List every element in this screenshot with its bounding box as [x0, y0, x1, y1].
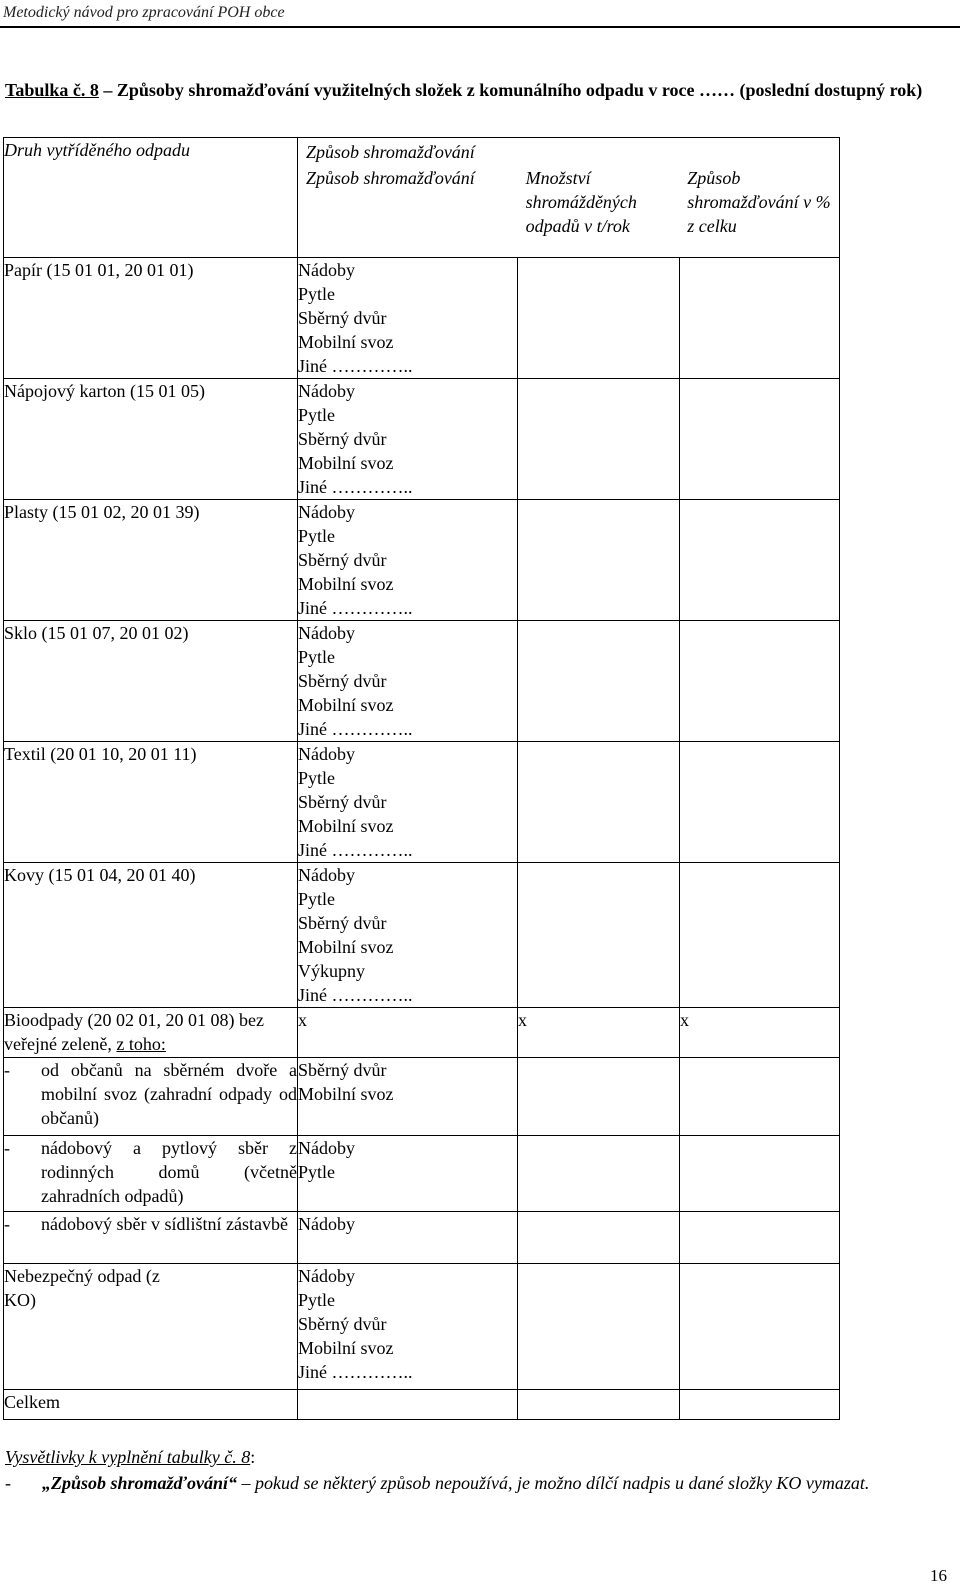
percent-cell[interactable]: [680, 1390, 840, 1420]
method-item: Nádoby: [298, 1138, 355, 1158]
method-item: Sběrný dvůr: [298, 671, 387, 691]
method-item: Pytle: [298, 526, 336, 546]
amount-cell[interactable]: [518, 258, 680, 379]
amount-cell[interactable]: [518, 500, 680, 621]
caption-text: – Způsoby shromažďování využitelných složek z komunálního odpadu v roce …… (poslední dostupný rok): [98, 80, 923, 100]
method-list: [298, 258, 518, 379]
method-item: Nádoby: [298, 744, 355, 764]
method-item: Jiné …………..: [298, 356, 413, 376]
row-label: Textil (20 01 10, 20 01 11): [4, 742, 298, 863]
method-list: [298, 1212, 518, 1264]
notes-term: „Způsob shromažďování“: [42, 1473, 238, 1493]
row-biowaste-sub1: [4, 1058, 840, 1136]
method-item: Sběrný dvůr: [298, 429, 387, 449]
row-label: Sklo (15 01 07, 20 01 02): [4, 621, 298, 742]
percent-cell[interactable]: [680, 742, 840, 863]
amount-cell[interactable]: [518, 1264, 680, 1390]
method-item: Sběrný dvůr: [298, 308, 387, 328]
collection-methods-table: [3, 137, 840, 1420]
running-header: Metodický návod pro zpracování POH obce: [3, 4, 285, 21]
notes-text: „Způsob shromažďování“ – pokud se některý způsob nepoužívá, je možno dílčí nadpis u dané složky KO vymazat.: [42, 1473, 870, 1493]
method-item: Pytle: [298, 405, 336, 425]
method-list: [298, 1136, 518, 1212]
method-item: Mobilní svoz: [298, 332, 394, 352]
amount-cell[interactable]: [518, 1212, 680, 1264]
caption-label: Tabulka č. 8: [5, 80, 99, 100]
method-item: Sběrný dvůr: [298, 792, 387, 812]
percent-cell[interactable]: [680, 1136, 840, 1212]
header-waste-type: Druh vytříděného odpadu: [4, 138, 298, 258]
method-cell[interactable]: [298, 1390, 518, 1420]
header-group-title: Způsob shromažďování: [306, 142, 475, 162]
method-item: Pytle: [298, 889, 336, 909]
row-total: [4, 1390, 840, 1420]
method-item: Nádoby: [298, 865, 355, 885]
table-caption: [5, 78, 947, 102]
row-paper: [4, 258, 840, 379]
method-item: Nádoby: [298, 1214, 355, 1234]
method-item: Jiné …………..: [298, 719, 413, 739]
row-label: Plasty (15 01 02, 20 01 39): [4, 500, 298, 621]
row-label: - nádobový a pytlový sběr z rodinných domů (včetně zahradních odpadů): [4, 1136, 298, 1212]
method-item: Mobilní svoz: [298, 574, 394, 594]
page-number: 16: [930, 1566, 947, 1585]
percent-cell[interactable]: [680, 379, 840, 500]
percent-cell[interactable]: [680, 1264, 840, 1390]
method-item: Mobilní svoz: [298, 453, 394, 473]
method-item: Sběrný dvůr: [298, 1060, 387, 1080]
method-item: Výkupny: [298, 961, 365, 981]
row-label: - od občanů na sběrném dvoře a mobilní svoz (zahradní odpady od občanů): [4, 1058, 298, 1136]
method-item: Nádoby: [298, 502, 355, 522]
method-item: Mobilní svoz: [298, 1084, 394, 1104]
method-item: Nádoby: [298, 623, 355, 643]
header-subcolumns: [298, 164, 839, 238]
method-list: [298, 742, 518, 863]
method-item: Sběrný dvůr: [298, 1314, 387, 1334]
x-mark: x: [680, 1008, 840, 1058]
amount-cell[interactable]: [518, 1136, 680, 1212]
method-list: [298, 863, 518, 1008]
method-item: Nádoby: [298, 1266, 355, 1286]
amount-cell[interactable]: [518, 621, 680, 742]
row-label: Kovy (15 01 04, 20 01 40): [4, 863, 298, 1008]
method-item: Pytle: [298, 1290, 336, 1310]
method-item: Pytle: [298, 768, 336, 788]
percent-cell[interactable]: [680, 863, 840, 1008]
method-item: Mobilní svoz: [298, 816, 394, 836]
method-item: Pytle: [298, 1162, 336, 1182]
amount-cell[interactable]: [518, 863, 680, 1008]
of-which-label: z toho:: [116, 1034, 166, 1054]
row-label: - nádobový sběr v sídlištní zástavbě: [4, 1212, 298, 1264]
row-beverage-carton: [4, 379, 840, 500]
method-item: Nádoby: [298, 260, 355, 280]
method-list: [298, 621, 518, 742]
row-glass: [4, 621, 840, 742]
header-method: Způsob shromažďování: [306, 168, 475, 188]
bullet-dash: -: [5, 1473, 11, 1493]
amount-cell[interactable]: [518, 1058, 680, 1136]
notes-title: Vysvětlivky k vyplnění tabulky č. 8: [5, 1447, 251, 1467]
row-label: Nápojový karton (15 01 05): [4, 379, 298, 500]
method-item: Jiné …………..: [298, 985, 413, 1005]
x-mark: x: [518, 1008, 680, 1058]
percent-cell[interactable]: [680, 1058, 840, 1136]
bullet-dash: -: [4, 1060, 10, 1080]
method-list: [298, 1264, 518, 1390]
row-label: Papír (15 01 01, 20 01 01): [4, 258, 298, 379]
row-hazardous: [4, 1264, 840, 1390]
row-biowaste: [4, 1008, 840, 1058]
header-percent: Způsob shromažďování v % z celku: [687, 168, 831, 236]
row-plastics: [4, 500, 840, 621]
method-item: Mobilní svoz: [298, 695, 394, 715]
row-label: Nebezpečný odpad (z KO): [4, 1264, 298, 1390]
method-list: [298, 379, 518, 500]
row-label: Bioodpady (20 02 01, 20 01 08) bez veřejné zeleně, z toho:: [4, 1008, 298, 1058]
header-rule: [0, 26, 960, 28]
amount-cell[interactable]: [518, 379, 680, 500]
row-biowaste-sub3: [4, 1212, 840, 1264]
method-list: [298, 500, 518, 621]
method-item: Mobilní svoz: [298, 1338, 394, 1358]
row-metals: [4, 863, 840, 1008]
method-item: Sběrný dvůr: [298, 550, 387, 570]
header-group: [298, 138, 840, 258]
method-item: Pytle: [298, 284, 336, 304]
amount-cell[interactable]: [518, 1390, 680, 1420]
percent-cell[interactable]: [680, 258, 840, 379]
bullet-dash: -: [4, 1214, 10, 1234]
method-item: Nádoby: [298, 381, 355, 401]
method-list: [298, 1058, 518, 1136]
method-item: Pytle: [298, 647, 336, 667]
header-amount: Množství shromážděných odpadů v t/rok: [525, 168, 637, 236]
method-item: Jiné …………..: [298, 840, 413, 860]
row-label: Celkem: [4, 1390, 298, 1420]
bullet-dash: -: [4, 1138, 10, 1158]
notes-section: Vysvětlivky k vyplnění tabulky č. 8: - „Způsob shromažďování“ – pokud se některý způsob nepoužívá, je možno dílčí nadpis u dané složky KO vymazat.: [5, 1445, 951, 1495]
method-item: Jiné …………..: [298, 477, 413, 497]
row-biowaste-sub2: [4, 1136, 840, 1212]
percent-cell[interactable]: [680, 500, 840, 621]
percent-cell[interactable]: [680, 621, 840, 742]
amount-cell[interactable]: [518, 742, 680, 863]
method-item: Jiné …………..: [298, 1362, 413, 1382]
row-textile: [4, 742, 840, 863]
method-item: Mobilní svoz: [298, 937, 394, 957]
method-item: Jiné …………..: [298, 598, 413, 618]
table-header-row: [4, 138, 840, 258]
x-mark: x: [298, 1008, 518, 1058]
percent-cell[interactable]: [680, 1212, 840, 1264]
method-item: Sběrný dvůr: [298, 913, 387, 933]
